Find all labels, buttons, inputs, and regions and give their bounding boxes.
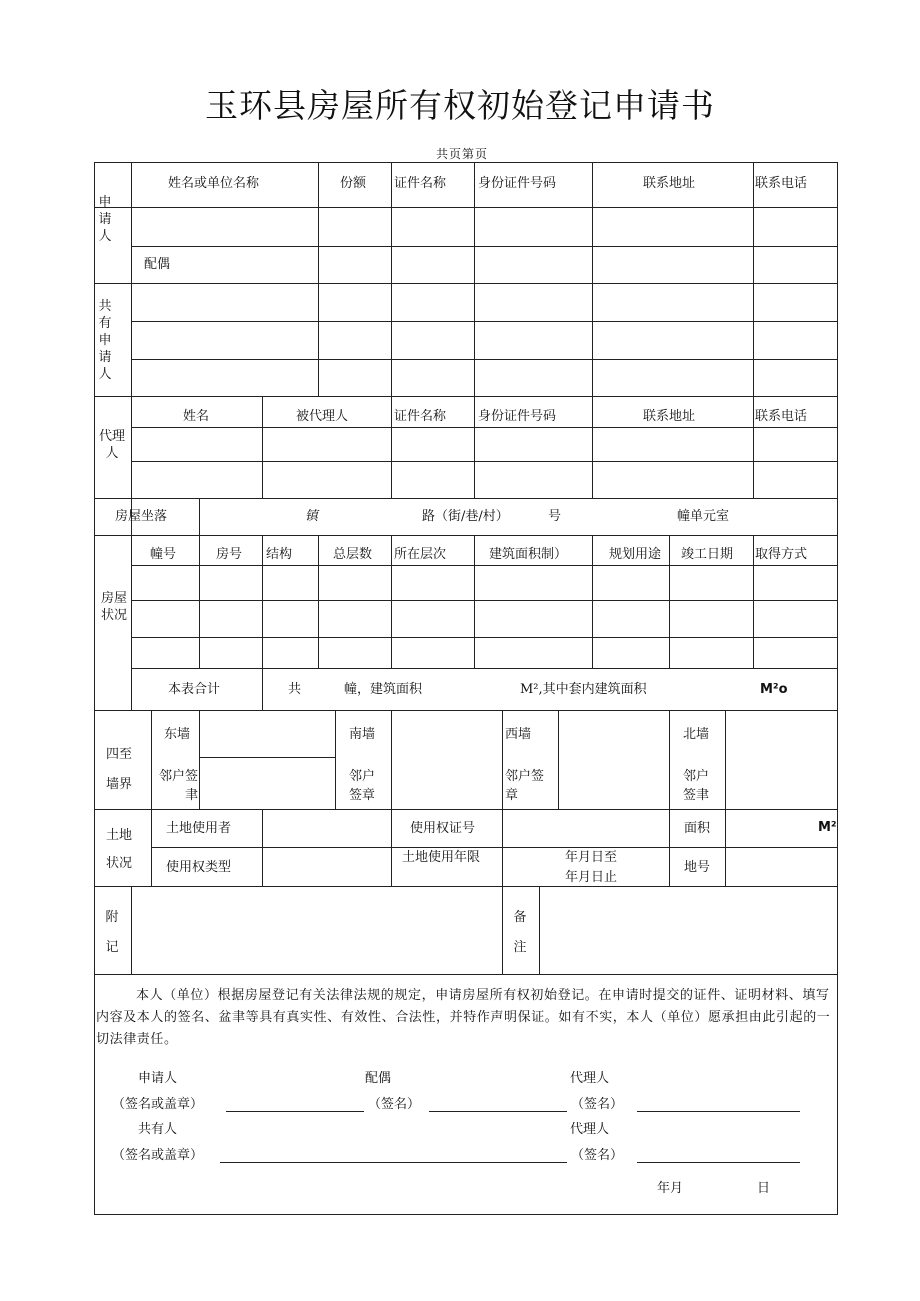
spouse-signature-line[interactable] (429, 1111, 567, 1112)
rule (131, 886, 132, 974)
house-header-room: 房号 (216, 547, 243, 562)
rule (318, 162, 319, 396)
house-section-label: 房屋状况 (100, 591, 127, 623)
sign-agent2-sign: （签名） (571, 1148, 624, 1163)
neighbor-seal-south: 邻户签章 (349, 769, 376, 803)
rule (199, 757, 335, 758)
date-day: 日 (757, 1181, 771, 1196)
land-right-type-label: 使用权类型 (166, 860, 232, 875)
rule (539, 886, 540, 974)
rule (199, 710, 200, 809)
house-header-floor-at: 所在层次 (394, 547, 447, 562)
location-label: 房屋坐落 (115, 509, 168, 524)
house-header-use: 规划用途 (609, 547, 662, 562)
land-term-from: 年月日至 (565, 850, 618, 865)
rule (262, 535, 263, 710)
agent-section-label: 代理人 (98, 429, 125, 461)
rule (131, 321, 838, 322)
rule (318, 535, 319, 668)
rule (502, 710, 503, 809)
house-header-building: 幢号 (150, 547, 177, 562)
rule (592, 396, 593, 498)
rule (131, 359, 838, 360)
rule (725, 809, 726, 886)
boundary-east: 东墙 (164, 727, 191, 742)
land-user-label: 土地使用者 (166, 821, 232, 836)
agent-header-principal: 被代理人 (296, 409, 349, 424)
boundary-north: 北墙 (683, 727, 710, 742)
rule (262, 809, 263, 886)
rule (94, 535, 838, 536)
rule (592, 535, 593, 668)
rule (391, 535, 392, 668)
rule (131, 600, 838, 601)
rule (391, 396, 392, 498)
rule (502, 886, 503, 974)
sign-agent-sign: （签名） (571, 1097, 624, 1112)
rule (131, 162, 132, 710)
rule (753, 162, 754, 396)
land-cert-no-label: 使用权证号 (410, 821, 476, 836)
sign-spouse-sign: （签名） (368, 1097, 421, 1112)
location-town: 镇 (305, 509, 319, 524)
land-area-unit: M² (818, 820, 837, 835)
rule (94, 396, 838, 397)
sign-co-owner-label: 共有人 (138, 1122, 178, 1137)
rule (151, 710, 152, 809)
date-year-month: 年月 (657, 1181, 684, 1196)
header-share: 份额 (340, 176, 367, 191)
rule (94, 207, 838, 208)
remark-label: 备注 (513, 910, 527, 955)
rule (94, 283, 838, 284)
rule (199, 535, 200, 668)
rule (669, 710, 670, 809)
boundary-south: 南墙 (349, 727, 376, 742)
neighbor-seal-east: 邻户签聿 (158, 769, 198, 803)
total-label: 本表合计 (168, 682, 221, 697)
rule (151, 809, 152, 886)
rule (391, 710, 392, 809)
total-count: 共 (288, 682, 302, 697)
land-section-label: 土地状况 (106, 828, 133, 871)
agent-header-cert-name: 证件名称 (394, 409, 447, 424)
rule (131, 246, 838, 247)
boundary-section-label: 四至墙界 (106, 747, 133, 792)
rule (94, 498, 838, 499)
sign-applicant-label: 申请人 (138, 1071, 178, 1086)
boundary-west: 西墙 (505, 727, 532, 742)
rule (474, 396, 475, 498)
rule (131, 637, 838, 638)
rule (94, 710, 838, 711)
header-phone: 联系电话 (755, 176, 808, 191)
agent-header-id-no: 身份证件号码 (478, 409, 557, 424)
rule (474, 162, 475, 396)
house-header-floors: 总层数 (333, 547, 373, 562)
agent-header-address: 联系地址 (643, 409, 696, 424)
neighbor-seal-north: 邻户签聿 (683, 769, 710, 803)
sign-co-owner-sign: （签名或盖章） (112, 1148, 204, 1163)
rule (669, 809, 670, 886)
area-unit: M²o (760, 682, 788, 697)
rule (94, 974, 838, 975)
rule (131, 565, 838, 566)
attach-label: 附记 (105, 910, 119, 955)
page-title: 玉环县房屋所有权初始登记申请书 (205, 86, 715, 125)
header-cert-name: 证件名称 (394, 176, 447, 191)
rule (131, 461, 838, 462)
land-term-label: 土地使用年限 (402, 850, 481, 865)
sign-applicant-sign: （签名或盖章） (112, 1097, 204, 1112)
agent-header-phone: 联系电话 (755, 409, 808, 424)
house-header-area: 建筑面积制） (489, 547, 568, 562)
applicant-section-label: 申请人 (98, 195, 112, 244)
rule (725, 710, 726, 809)
sign-spouse-label: 配偶 (365, 1071, 392, 1086)
neighbor-seal-west: 邻户签章 (505, 769, 545, 803)
rule (151, 847, 838, 848)
agent-signature-line[interactable] (637, 1111, 800, 1112)
location-unit: 幢单元室 (677, 509, 730, 524)
land-area-label: 面积 (684, 821, 711, 836)
house-header-structure: 结构 (266, 547, 293, 562)
header-id-no: 身份证件号码 (478, 176, 557, 191)
rule (753, 535, 754, 668)
rule (474, 535, 475, 668)
rule (199, 498, 200, 535)
rule (94, 809, 838, 810)
rule (592, 162, 593, 396)
location-number: 号 (548, 509, 562, 524)
rule (669, 535, 670, 668)
agent2-signature-line[interactable] (637, 1162, 800, 1163)
page-info: 共页第页 (436, 147, 489, 161)
rule (131, 427, 838, 428)
house-header-completion: 竣工日期 (681, 547, 734, 562)
agent-header-name: 姓名 (183, 409, 210, 424)
co-owner-signature-line[interactable] (220, 1162, 567, 1163)
rule (558, 710, 559, 809)
rule (391, 162, 392, 396)
sign-agent2-label: 代理人 (570, 1122, 610, 1137)
declaration-text: 本人（单位）根据房屋登记有关法律法规的规定，申请房屋所有权初始登记。在申请时提交的证件、证明材料、填写内容及本人的签名、盆聿等具有真实性、有效性、合法性，并特作声明保证。如有不实，本人（单位）愿承担由此引起的一切法律责任。 (96, 988, 831, 1047)
location-road: 路（街/巷/村） (422, 509, 509, 524)
rule (131, 668, 838, 669)
co-applicant-section-label: 共有申请人 (98, 299, 112, 382)
header-name: 姓名或单位名称 (168, 176, 260, 191)
total-area-label: 幢，建筑面积 (344, 682, 423, 697)
sign-agent-label: 代理人 (570, 1071, 610, 1086)
land-lot-no-label: 地号 (684, 860, 711, 875)
header-address: 联系地址 (643, 176, 696, 191)
house-header-acquire: 取得方式 (755, 547, 808, 562)
spouse-label: 配偶 (144, 257, 171, 272)
inner-area-label: M²,其中套内建筑面积 (520, 682, 647, 697)
rule (502, 809, 503, 886)
rule (94, 886, 838, 887)
applicant-signature-line[interactable] (226, 1111, 364, 1112)
land-term-to: 年月日止 (565, 870, 618, 885)
rule (262, 396, 263, 498)
rule (391, 809, 392, 886)
rule (753, 396, 754, 498)
rule (335, 710, 336, 809)
